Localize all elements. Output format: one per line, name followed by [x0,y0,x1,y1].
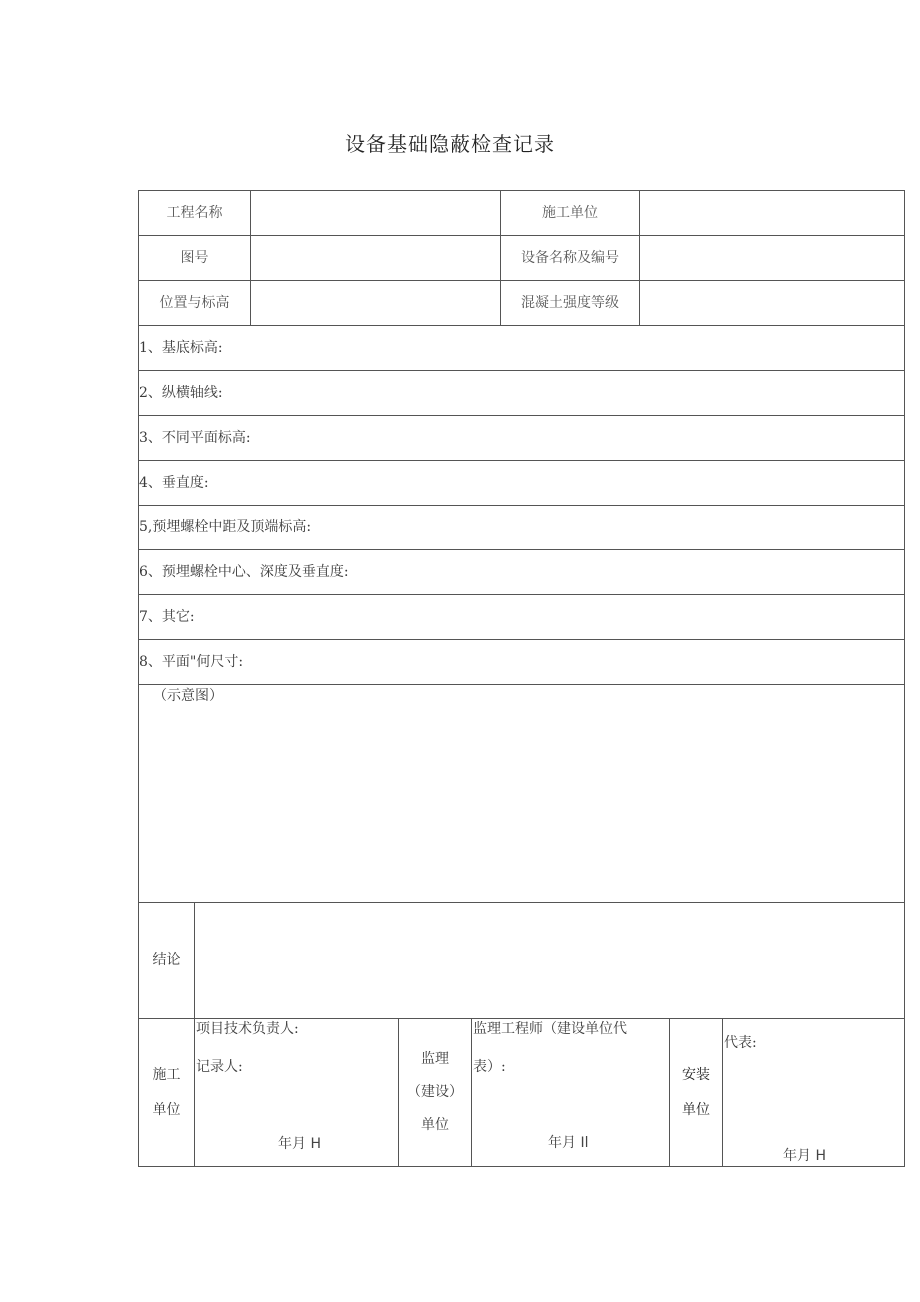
construction-unit-label [139,1019,194,1166]
check-item-bolt-spacing[interactable]: 5,预埋螺栓中距及顶端标高: [139,519,312,536]
conclusion-label: 结论 [152,952,181,969]
check-item-other[interactable]: 7、其它: [139,608,195,625]
supervising-engineer-label-line1: 监理工程师（建设单位代 [473,1021,627,1037]
supervision-unit-line1: 监理 [421,1051,449,1068]
label-concrete-grade: 混凝土强度等级 [521,294,619,311]
supervision-unit-line3: 单位 [421,1116,449,1133]
supervising-engineer-label-line2: 表）: [473,1059,506,1075]
position-elevation-field[interactable] [251,281,500,325]
project-name-field[interactable] [251,191,500,235]
construction-date: 年月 H [278,1136,321,1152]
label-equipment-name: 设备名称及编号 [521,249,619,266]
label-drawing-number: 图号 [180,249,209,266]
check-item-verticality[interactable]: 4、垂直度: [139,474,209,491]
supervision-date: 年月 Il [548,1135,589,1151]
installation-unit-label [670,1019,722,1166]
drawing-number-field[interactable] [251,236,500,280]
sketch-area[interactable] [139,685,904,902]
installation-unit-line1: 安装 [682,1066,710,1083]
construction-unit-line2: 单位 [152,1101,181,1118]
equipment-name-field[interactable] [640,236,904,280]
recorder-label: 记录人: [196,1059,243,1075]
tech-lead-label: 项目技术负责人: [196,1021,299,1037]
conclusion-field[interactable] [195,903,904,1018]
installation-unit-line2: 单位 [682,1101,710,1118]
label-position-elevation: 位置与标高 [159,294,230,311]
check-item-bolt-center-depth[interactable]: 6、预埋螺栓中心、深度及垂直度: [139,563,349,580]
check-item-plane-elevations[interactable]: 3、不同平面标高: [139,429,251,446]
label-construction-unit: 施工单位 [542,204,598,221]
document-title: 设备基础隐蔽检查记录 [345,132,555,156]
installation-rep-label: 代表: [724,1035,757,1051]
check-item-axis-lines[interactable]: 2、纵横轴线: [139,384,223,401]
concrete-grade-field[interactable] [640,281,904,325]
label-project-name: 工程名称 [166,204,223,221]
check-item-base-elevation[interactable]: 1、基底标高: [139,339,223,356]
supervision-signature-cell[interactable] [472,1019,669,1166]
construction-signature-cell[interactable] [195,1019,398,1166]
supervision-unit-label [399,1019,471,1166]
construction-unit-field[interactable] [640,191,904,235]
check-item-plane-dimensions[interactable]: 8、平面"何尺寸: [139,653,244,670]
installation-date: 年月 H [783,1148,826,1164]
construction-unit-line1: 施工 [152,1066,181,1083]
installation-signature-cell[interactable] [723,1019,904,1166]
sketch-label: （示意图） [153,688,223,704]
supervision-unit-line2: （建设） [407,1084,463,1101]
